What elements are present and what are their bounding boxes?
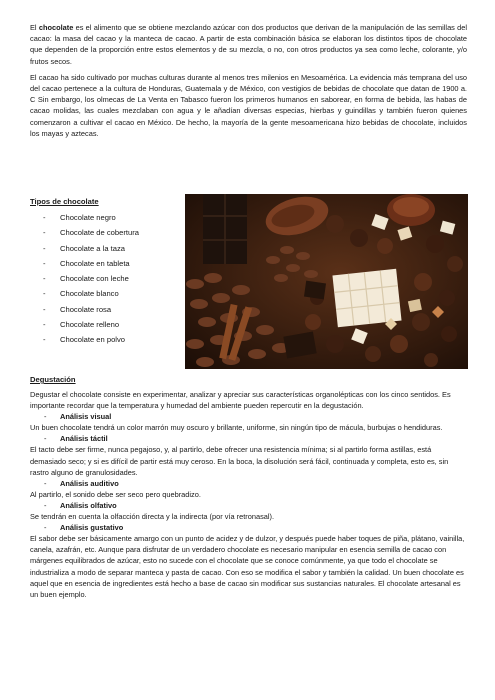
olfativo-subheading [30,500,467,511]
degustacion-heading: Degustación [30,375,76,384]
subheading-dash: - [44,523,47,533]
intro-text-rest: es el alimento que se obtiene mezclando azúcar con dos productos que derivan de la manipulación de las semillas del cacao: la masa del cacao y la manteca de cacao. A partir de esta combinación básica se elaboran los distintos tipos de chocolate que dependen de la proporción entre estos elementos y de su mezcla, o no, con otros productos ya sea como leche, colorante, y/o frutos secos. [30,23,467,66]
list-item-label: Chocolate de cobertura [60,228,139,238]
degustacion-intro: Degustar el chocolate consiste en experimentar, analizar y apreciar sus características organolépticas con los cinco sentidos. Es importante recordar que la temperatura y humedad del ambiente pueden repercutir en la degustación. [30,390,451,411]
subheading-label: Análisis táctil [60,434,108,444]
tipos-heading: Tipos de chocolate [30,197,99,206]
subheading-dash: - [44,412,47,422]
list-item [43,288,139,303]
intro-paragraph-1 [30,22,467,67]
list-item-label: Chocolate en tableta [60,258,130,268]
list-item [43,243,139,258]
list-item [43,334,139,349]
list-dash: - [43,274,46,284]
intro-paragraph-2: El cacao ha sido cultivado por muchas culturas durante al menos tres milenios en Mesoamérica. La evidencia más temprana del uso del cacao pertenece a la cultura de Honduras, Guatemala y de México, con vestigios de bebidas de chocolate que datan de 1900 a. C Sin embargo, los olmecas de La Venta en Tabasco fueron los primeros humanos en saborear, en forma de bebida, las habas de cacao molidas, las cuales mezclaban con agua y le añadían diversas especias, hierbas y guindillas y también fueron quienes comenzaron a cultivar el cacao en México. De hecho, la mayoría de la gente mesoamericana hizo bebidas de chocolate, incluidos los mayas y aztecas. [30,72,467,138]
list-item-label: Chocolate relleno [60,320,120,330]
intro-section [30,22,467,144]
degustacion-section [30,389,467,600]
list-item-label: Chocolate rosa [60,304,112,314]
visual-subheading [30,411,467,422]
gustativo-subheading [30,522,467,533]
chocolate-photo [185,194,468,369]
list-item [43,319,139,334]
list-item [43,227,139,242]
list-dash: - [43,289,46,299]
list-item [43,273,139,288]
subheading-label: Análisis gustativo [60,523,124,533]
list-dash: - [43,258,46,268]
list-dash: - [43,304,46,314]
subheading-label: Análisis visual [60,412,112,422]
dark-chocolate-bar [203,194,247,264]
list-item-label: Chocolate blanco [60,289,119,299]
list-item-label: Chocolate en polvo [60,335,126,345]
tactil-text: El tacto debe ser firme, nunca pegajoso, y, al partirlo, debe ofrecer una resistencia mínima; si al partirlo forma astillas, está demasiado seco; y si es difícil de partir está muy ceroso. En la boca, la disolución será fácil, continuada y completa, esto es, sin rastro alguno de granulosidades. [30,445,449,477]
list-item [43,212,139,227]
chocolate-photo-illustration [185,194,468,369]
subheading-dash: - [44,500,47,510]
list-dash: - [43,213,46,222]
list-item-label: Chocolate a la taza [60,243,126,253]
auditivo-text: Al partirlo, el sonido debe ser seco pero quebradizo. [30,489,201,499]
subheading-label: Análisis olfativo [60,500,117,510]
tipos-list [43,212,139,350]
intro-text-start: El [30,23,39,32]
list-dash: - [43,320,46,330]
subheading-label: Análisis auditivo [60,478,119,488]
olfativo-text: Se tendrán en cuenta la olfacción directa y la indirecta (por vía retronasal). [30,512,275,522]
list-dash: - [43,228,46,238]
list-item [43,304,139,319]
chocolate-keyword: chocolate [38,23,74,32]
list-dash: - [43,335,46,345]
tactil-subheading [30,433,467,444]
subheading-dash: - [44,478,47,488]
list-item [43,258,139,273]
auditivo-subheading [30,478,467,489]
cocoa-powder-bowl [387,194,435,226]
list-item-label: Chocolate con leche [60,274,129,284]
list-dash: - [43,243,46,253]
gustativo-text: El sabor debe ser básicamente amargo con un punto de acidez y de dulzor, y después puede haber toques de piña, plátano, vainilla, canela, azafrán, etc. Aunque para disfrutar de un verdadero chocolate es necesario manipular en esencia semilla de cacao con márgenes equilibrados de azúcar, esto no sucede con el chocolate que se conoce comúnmente, ya que todo el chocolate se industrializa a modo de separar manteca y pasta de cacao. Con eso se modifica el sabor y también la calidad. Un buen chocolate es aquel que en esencia de ingredientes está hecho a base de cacao sin modificar sus sustancias naturales. El chocolate artesanal es un buen ejemplo. [30,534,465,599]
list-item-label: Chocolate negro [60,213,116,222]
visual-text: Un buen chocolate tendrá un color marrón muy oscuro y brillante, uniforme, sin ningún tipo de mácula, burbujas o hendiduras. [30,423,443,433]
subheading-dash: - [44,434,47,444]
